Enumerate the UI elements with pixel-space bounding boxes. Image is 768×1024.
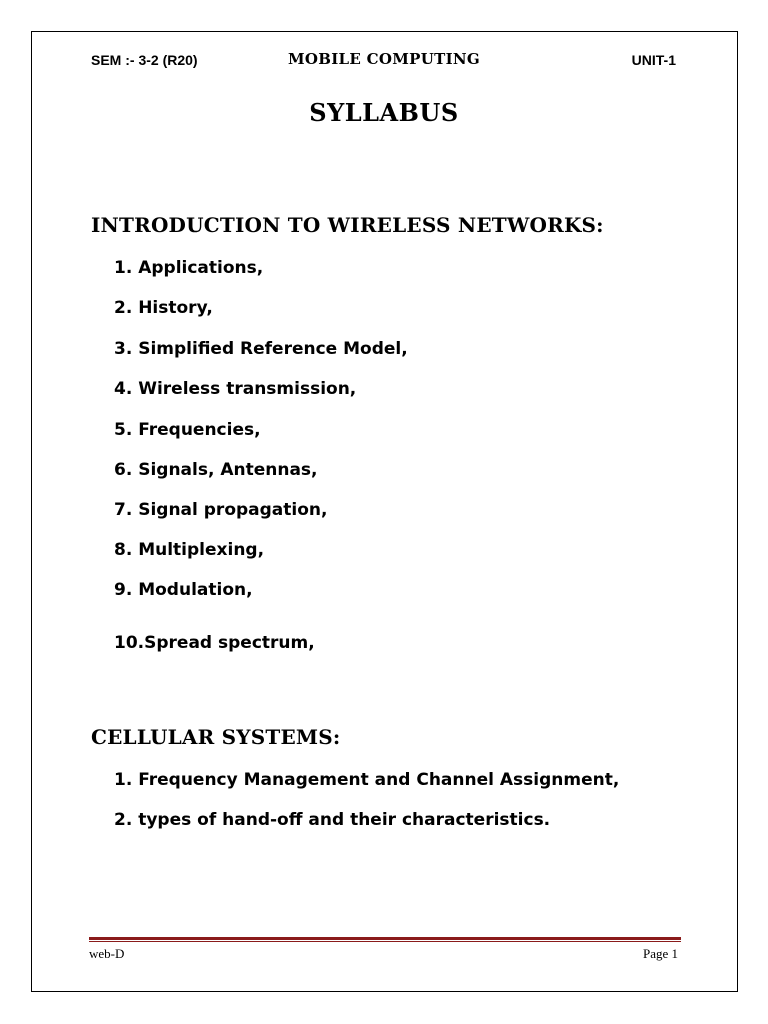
header-unit: UNIT-1: [631, 52, 676, 68]
list-item: 10.Spread spectrum,: [114, 633, 315, 653]
list-item: 5. Frequencies,: [114, 420, 261, 440]
footer-rule: [89, 937, 681, 940]
list-item: 1. Frequency Management and Channel Assignment,: [114, 770, 620, 790]
list-item: 4. Wireless transmission,: [114, 379, 357, 399]
list-item: 8. Multiplexing,: [114, 540, 265, 560]
list-item: 2. types of hand-off and their characteristics.: [114, 810, 551, 830]
footer-page-number: Page 1: [642, 946, 678, 961]
footer-author: web-D: [89, 946, 125, 961]
page-title: SYLLABUS: [309, 98, 459, 127]
list-item: 6. Signals, Antennas,: [114, 460, 318, 480]
header-semester: SEM :- 3-2 (R20): [91, 52, 198, 68]
list-item: 3. Simplified Reference Model,: [114, 339, 408, 359]
list-item: 7. Signal propagation,: [114, 500, 328, 520]
footer-rule-thin: [89, 941, 681, 942]
list-item: 2. History,: [114, 298, 213, 318]
list-item: 9. Modulation,: [114, 580, 253, 600]
header-course-title: MOBILE COMPUTING: [287, 50, 481, 68]
section-heading-wireless-networks: INTRODUCTION TO WIRELESS NETWORKS:: [91, 213, 604, 237]
list-item: 1. Applications,: [114, 258, 264, 278]
section-heading-cellular-systems: CELLULAR SYSTEMS:: [91, 725, 341, 749]
